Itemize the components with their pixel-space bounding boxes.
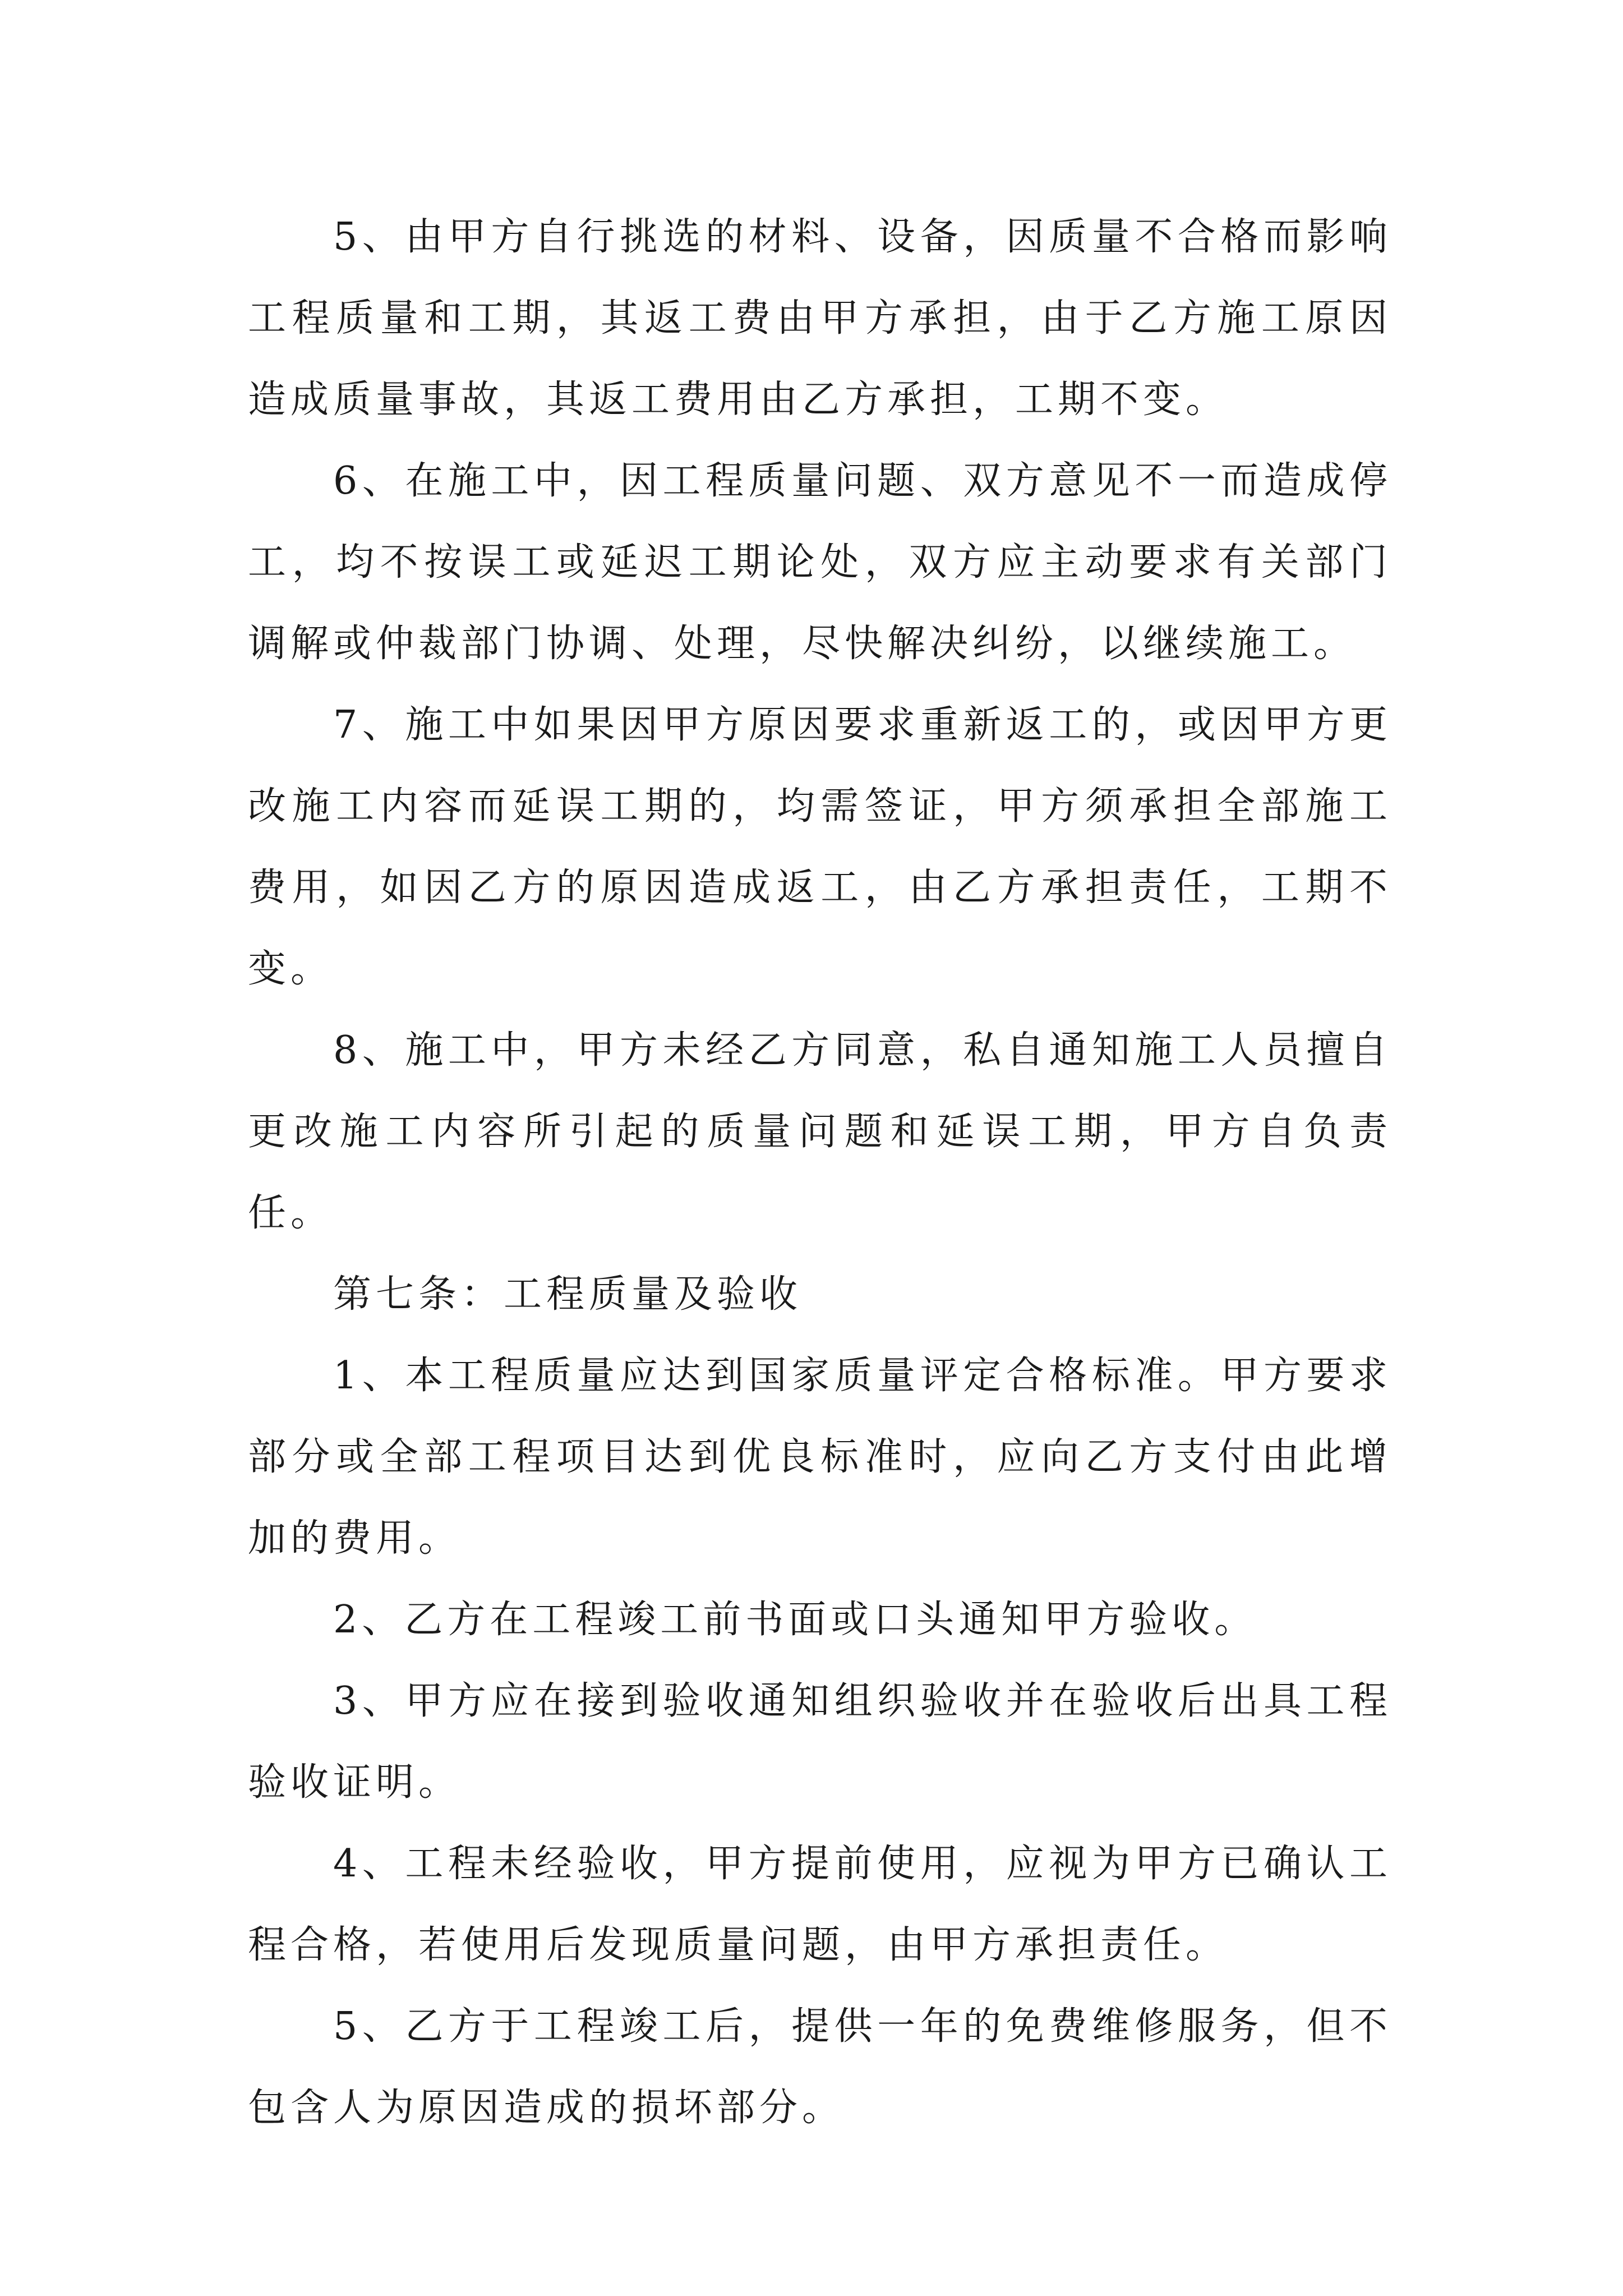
clause-7-item-4: 4、工程未经验收，甲方提前使用，应视为甲方已确认工程合格，若使用后发现质量问题，由甲方承担责任。 <box>248 1842 1392 1967</box>
clause-7-item-2: 2、乙方在工程竣工前书面或口头通知甲方验收。 <box>333 1598 1257 1642</box>
clause-7-item-1: 1、本工程质量应达到国家质量评定合格标准。甲方要求部分或全部工程项目达到优良标准时，应向乙方支付由此增加的费用。 <box>248 1354 1392 1561</box>
document-body <box>248 196 1392 2148</box>
clause-6-item-5: 5、由甲方自行挑选的材料、设备，因质量不合格而影响工程质量和工期，其返工费由甲方承担，由于乙方施工原因造成质量事故，其返工费用由乙方承担，工期不变。 <box>248 215 1392 422</box>
section-heading-article-7: 第七条：工程质量及验收 <box>333 1272 803 1317</box>
clause-7-item-3: 3、甲方应在接到验收通知组织验收并在验收后出具工程验收证明。 <box>248 1679 1392 1805</box>
clause-6-item-7: 7、施工中如果因甲方原因要求重新返工的，或因甲方更改施工内容而延误工期的，均需签证，甲方须承担全部施工费用，如因乙方的原因造成返工，由乙方承担责任，工期不变。 <box>248 703 1392 991</box>
clause-6-item-8: 8、施工中，甲方未经乙方同意，私自通知施工人员擅自更改施工内容所引起的质量问题和延误工期，甲方自负责任。 <box>248 1028 1392 1235</box>
clause-7-item-5: 5、乙方于工程竣工后，提供一年的免费维修服务，但不包含人为原因造成的损坏部分。 <box>248 2004 1392 2130</box>
clause-6-item-6: 6、在施工中，因工程质量问题、双方意见不一而造成停工，均不按误工或延迟工期论处，双方应主动要求有关部门调解或仲裁部门协调、处理，尽快解决纠纷，以继续施工。 <box>248 459 1392 666</box>
